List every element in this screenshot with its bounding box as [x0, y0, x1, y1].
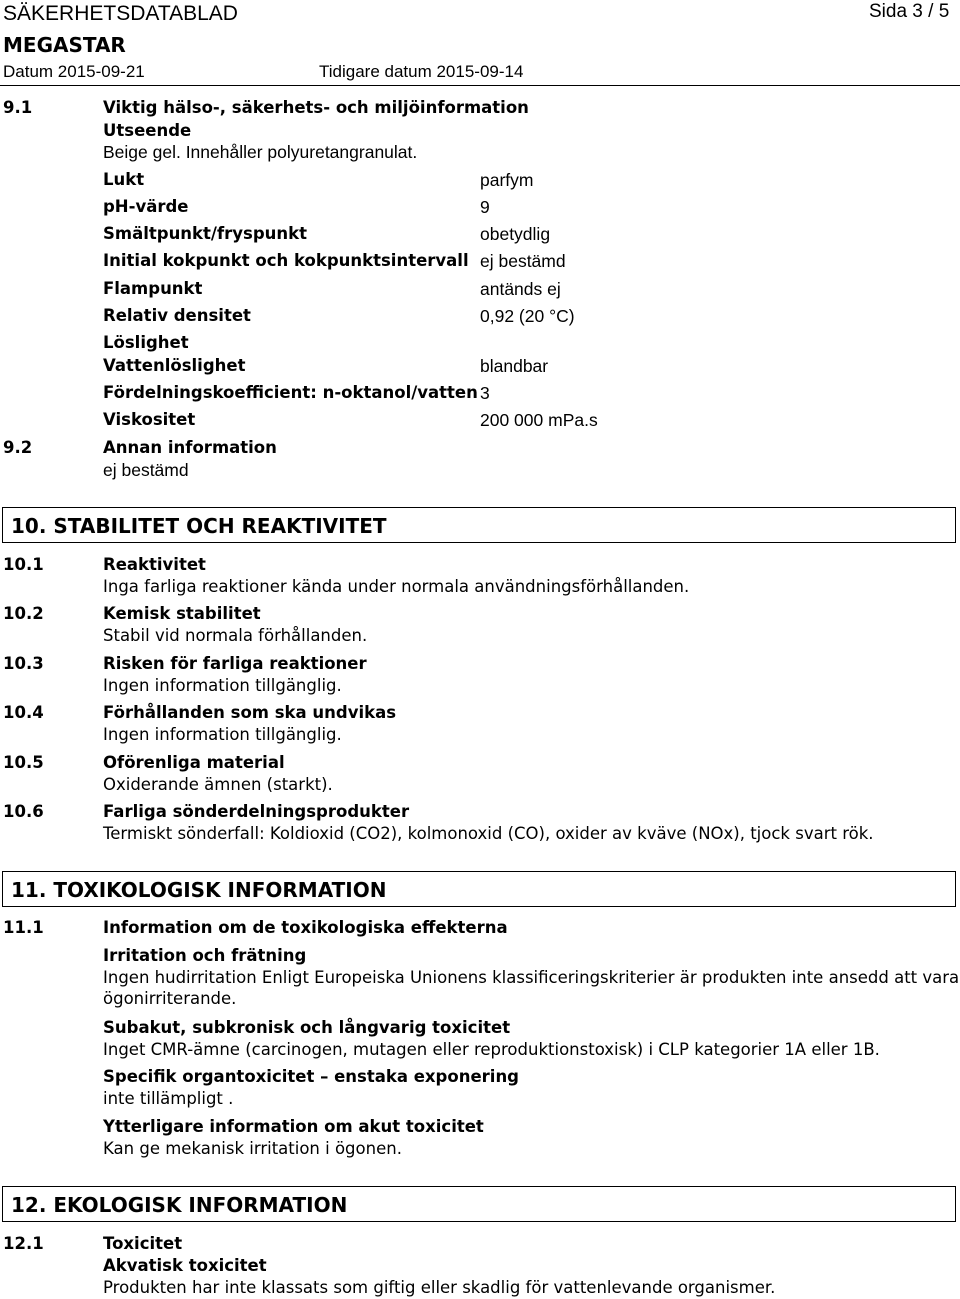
- water-solubility-label: Vattenlöslighet: [103, 356, 246, 375]
- aquatic-toxicity-text: Produkten har inte klassats som giftig eller skadlig för vattenlevande organismer.: [103, 1278, 776, 1297]
- property-label: Initial kokpunkt och kokpunktsintervall: [103, 251, 469, 270]
- section-title-11-1: Information om de toxikologiska effekterna: [103, 918, 508, 937]
- section-11-heading: [2, 871, 956, 907]
- partition-coefficient-label: Fördelningskoefficient: n-oktanol/vatten: [103, 383, 478, 402]
- stot-text: inte tillämpligt .: [103, 1089, 234, 1108]
- subsection-text: Termiskt sönderfall: Koldioxid (CO2), kolmonoxid (CO), oxider av kväve (NOx), tjock svart rök.: [103, 824, 874, 843]
- subacute-text: Inget CMR-ämne (carcinogen, mutagen eller reproduktionstoxisk) i CLP kategorier 1A eller 1B.: [103, 1040, 880, 1059]
- property-label: Relativ densitet: [103, 306, 251, 325]
- section-10-heading-text: 10. STABILITET OCH REAKTIVITET: [11, 514, 387, 538]
- water-solubility-value: blandbar: [480, 356, 549, 376]
- acute-toxicity-title: Ytterligare information om akut toxicitet: [103, 1117, 484, 1136]
- subsection-title: Förhållanden som ska undvikas: [103, 703, 397, 722]
- appearance-value: Beige gel. Innehåller polyuretangranulat.: [103, 142, 418, 162]
- property-value: 9: [480, 197, 490, 217]
- section-12-heading: [2, 1186, 956, 1222]
- section-title-9-1: Viktig hälso-, säkerhets- och miljöinformation: [103, 98, 529, 117]
- issue-date: Datum 2015-09-21: [3, 62, 145, 81]
- section-title-12-1: Toxicitet: [103, 1234, 183, 1253]
- property-label: pH-värde: [103, 197, 189, 216]
- document-title: SÄKERHETSDATABLAD: [3, 2, 238, 25]
- subsection-number: 10.4: [3, 703, 44, 722]
- aquatic-toxicity-title: Akvatisk toxicitet: [103, 1256, 267, 1275]
- other-information-value: ej bestämd: [103, 460, 189, 480]
- subsection-number: 10.3: [3, 654, 44, 673]
- subsection-number: 10.5: [3, 753, 44, 772]
- subsection-text: Inga farliga reaktioner kända under normala användningsförhållanden.: [103, 577, 690, 596]
- subsection-text: Stabil vid normala förhållanden.: [103, 626, 368, 645]
- property-label: Smältpunkt/fryspunkt: [103, 224, 308, 243]
- partition-coefficient-value: 3: [480, 383, 490, 403]
- property-label: Flampunkt: [103, 279, 203, 298]
- section-11-heading-text: 11. TOXIKOLOGISK INFORMATION: [11, 878, 387, 902]
- section-title-9-2: Annan information: [103, 438, 277, 457]
- property-value: antänds ej: [480, 279, 561, 299]
- section-number-9-1: 9.1: [3, 98, 33, 117]
- acute-toxicity-text: Kan ge mekanisk irritation i ögonen.: [103, 1139, 402, 1158]
- subsection-text: Ingen information tillgänglig.: [103, 676, 342, 695]
- subsection-number: 10.6: [3, 802, 44, 821]
- property-label: Lukt: [103, 170, 145, 189]
- property-value: ej bestämd: [480, 251, 566, 271]
- section-10-heading: [2, 507, 956, 543]
- subsection-number: 10.2: [3, 604, 44, 623]
- product-name: MEGASTAR: [3, 33, 126, 57]
- viscosity-label: Viskositet: [103, 410, 196, 429]
- subsection-text: Oxiderande ämnen (starkt).: [103, 775, 333, 794]
- property-value: 0,92 (20 °C): [480, 306, 575, 326]
- subsection-title: Oförenliga material: [103, 753, 285, 772]
- viscosity-value: 200 000 mPa.s: [480, 410, 598, 430]
- subacute-title: Subakut, subkronisk och långvarig toxicitet: [103, 1018, 511, 1037]
- appearance-label: Utseende: [103, 121, 192, 140]
- section-number-11-1: 11.1: [3, 918, 44, 937]
- property-value: obetydlig: [480, 224, 551, 244]
- subsection-number: 10.1: [3, 555, 44, 574]
- solubility-label: Löslighet: [103, 333, 189, 352]
- subsection-title: Reaktivitet: [103, 555, 206, 574]
- section-number-12-1: 12.1: [3, 1234, 44, 1253]
- section-number-9-2: 9.2: [3, 438, 33, 457]
- header-divider: [0, 85, 960, 86]
- page-number: Sida 3 / 5: [869, 1, 950, 22]
- subsection-title: Farliga sönderdelningsprodukter: [103, 802, 410, 821]
- property-value: parfym: [480, 170, 534, 190]
- section-12-heading-text: 12. EKOLOGISK INFORMATION: [11, 1193, 348, 1217]
- irritation-title: Irritation och frätning: [103, 946, 307, 965]
- stot-title: Specifik organtoxicitet – enstaka exponering: [103, 1067, 519, 1086]
- previous-date: Tidigare datum 2015-09-14: [319, 62, 524, 81]
- subsection-title: Kemisk stabilitet: [103, 604, 261, 623]
- irritation-text-line-1: Ingen hudirritation Enligt Europeiska Unionens klassificeringskriterier är produkten inte ansedd att vara: [103, 968, 960, 987]
- subsection-title: Risken för farliga reaktioner: [103, 654, 367, 673]
- irritation-text-line-2: ögonirriterande.: [103, 989, 237, 1008]
- subsection-text: Ingen information tillgänglig.: [103, 725, 342, 744]
